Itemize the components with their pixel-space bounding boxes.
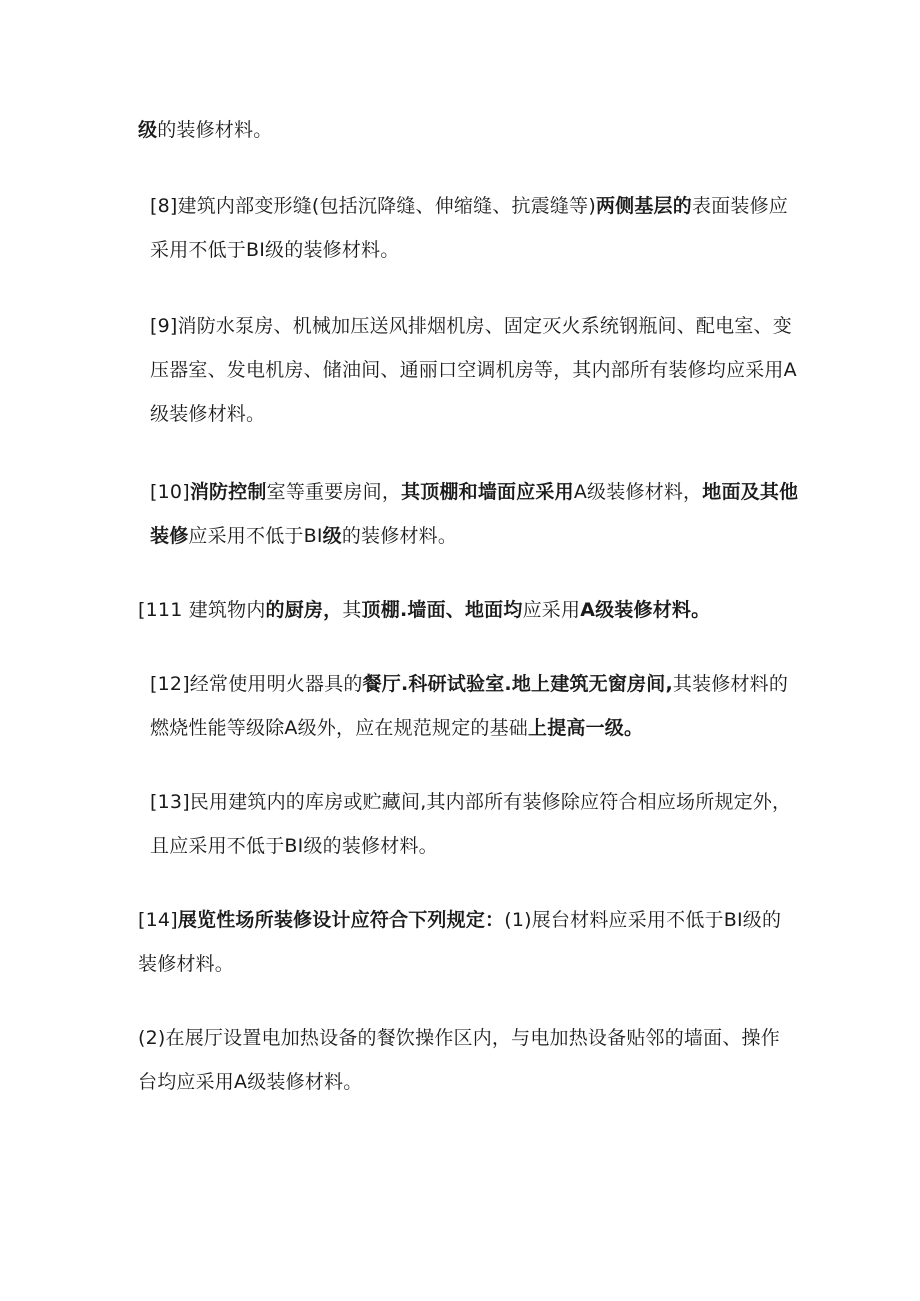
text-bold: 两侧基层的 — [595, 195, 692, 217]
paragraph-15 — [138, 1016, 788, 1104]
text: 室等重要房间， — [266, 481, 402, 503]
text: 表面装修应采用不低于BI级的装修材料。 — [150, 195, 788, 261]
text-bold: A级装修材料。 — [580, 599, 711, 621]
paragraph-14 — [138, 898, 788, 986]
text: 其 — [342, 599, 362, 621]
paragraph-12 — [138, 662, 800, 750]
text-bold: 级 — [138, 119, 158, 141]
text: [12]经常使用明火器具的 — [150, 673, 363, 695]
paragraph-continuation — [138, 108, 788, 152]
paragraph-13 — [138, 780, 800, 868]
text: 其装修材料的燃烧性能等级除A级外，应在规范规定的基础 — [150, 673, 789, 739]
paragraph-11 — [138, 588, 788, 632]
text: 的装修材料。 — [157, 119, 273, 141]
text-bold: 上提高一级。 — [528, 717, 644, 739]
text-bold: 顶棚.墙面、地面均 — [361, 599, 523, 621]
text: 应采用不低于BI — [188, 525, 323, 547]
text: [10] — [150, 481, 190, 503]
text: [8]建筑内部变形缝(包括沉降缝、伸缩缝、抗震缝等) — [150, 195, 596, 217]
text: A级装修材料， — [573, 481, 703, 503]
text-bold: 餐厅.科研试验室.地上建筑无窗房间, — [362, 673, 673, 695]
text: [111 建筑物内 — [138, 599, 266, 621]
text-bold: 消防控制 — [189, 481, 267, 503]
text: [9]消防水泵房、机械加压送风排烟机房、固定灭火系统钢瓶间、配电室、变压器室、发电机房、储油间、通丽口空调机房等，其内部所有装修均应采用A级装修材料。 — [150, 315, 797, 425]
text-bold: 级 — [322, 525, 342, 547]
text: 应采用 — [522, 599, 581, 621]
text-bold: 展览性场所装修设计应符合下列规定： — [177, 909, 505, 931]
paragraph-8 — [138, 184, 800, 272]
text-bold: 地面及其他装修 — [150, 481, 799, 547]
text: [13]民用建筑内的库房或贮藏间,其内部所有装修除应符合相应场所规定外，且应采用不低于BI级的装修材料。 — [150, 791, 792, 857]
text: [14] — [138, 909, 178, 931]
text-bold: 的厨房， — [265, 599, 343, 621]
paragraph-10 — [138, 470, 800, 558]
text: (2)在展厅设置电加热设备的餐饮操作区内，与电加热设备贴邻的墙面、操作台均应采用A级装修材料。 — [138, 1027, 780, 1093]
text: 的装修材料。 — [341, 525, 458, 547]
text-bold: 其顶棚和墙面应采用 — [401, 481, 574, 503]
paragraph-9 — [138, 304, 800, 436]
text: (1)展台材料应采用不低于BI级的装修材料。 — [138, 909, 782, 975]
